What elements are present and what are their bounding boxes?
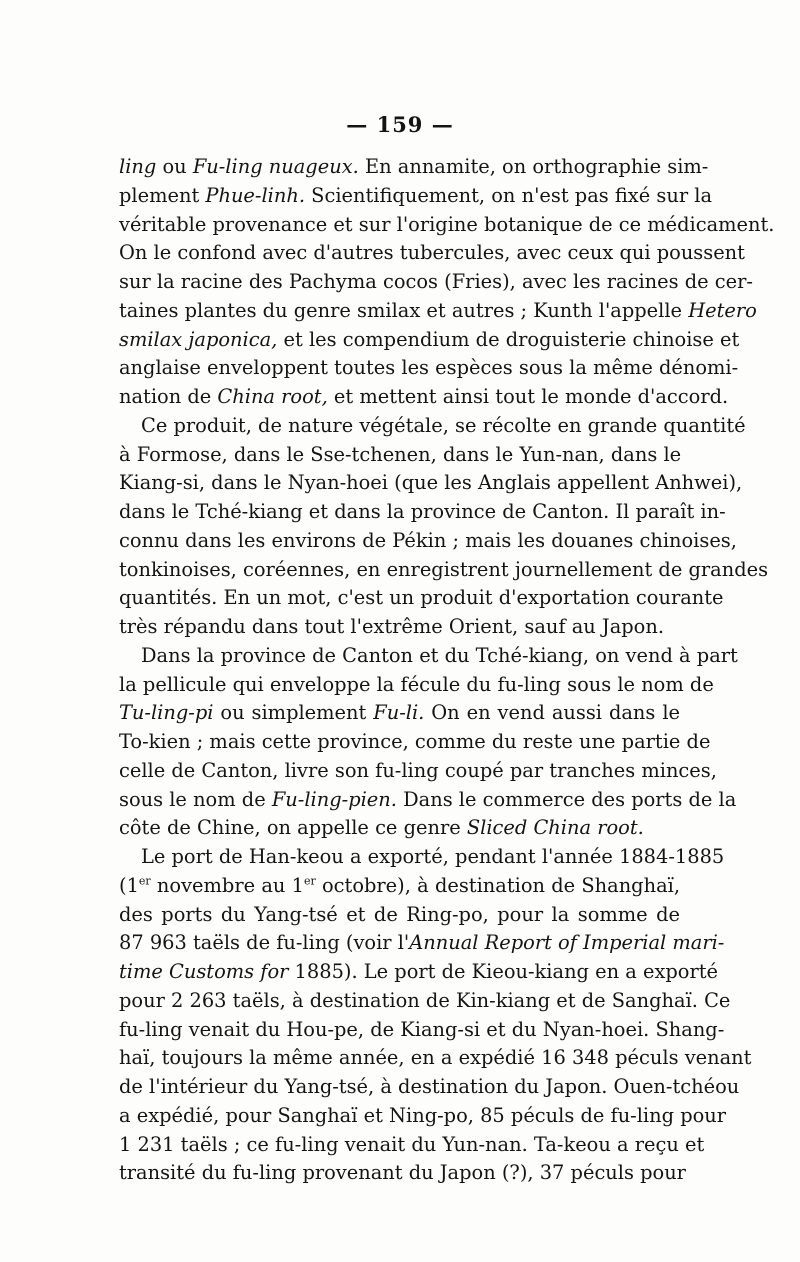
text-span: Dans la province de Canton et du Tché-kiang, on vend à part: [141, 643, 738, 667]
text-line: [119, 297, 757, 326]
text-span: de l'intérieur du Yang-tsé, à destination du Japon. Ouen-tchéou: [119, 1075, 740, 1098]
text-line: [119, 872, 680, 901]
italic-text: Hetero: [688, 298, 757, 322]
text-line: [119, 383, 729, 412]
text-span: très répandu dans tout l'extrême Orient, sauf au Japon.: [119, 615, 664, 638]
text-line: [119, 1016, 725, 1045]
text-line: [119, 671, 714, 700]
text-line: [119, 556, 769, 585]
text-span: nation de: [119, 385, 218, 408]
page-number: — 159 —: [346, 112, 454, 137]
text-span: (1: [119, 873, 139, 897]
text-line: [119, 1102, 727, 1131]
italic-text: smilax japonica,: [119, 327, 278, 351]
text-span: dans le Tché-kiang et dans la province de Canton. Il paraît in-: [119, 500, 726, 523]
text-line: [119, 1131, 705, 1160]
text-line: [119, 182, 713, 211]
text-line: [119, 613, 680, 642]
text-line: [119, 584, 724, 613]
text-span: 1885). Le port de Kieou-kiang en a exporté: [288, 960, 719, 983]
body-text: [119, 153, 775, 1188]
text-line: [119, 642, 738, 671]
text-span: octobre), à destination de Shanghaï,: [315, 873, 681, 897]
text-span: Kiang-si, dans le Nyan-hoei (que les Anglais appellent Anhwei),: [119, 471, 743, 495]
text-span: quantités. En un mot, c'est un produit d'exportation courante: [119, 586, 724, 610]
italic-text: Fu-ling-pien.: [271, 787, 397, 811]
superscript: er: [303, 874, 316, 888]
text-span: a expédié, pour Sanghaï et Ning-po, 85 péculs de fu-ling pour: [119, 1103, 727, 1127]
italic-text: Tu-ling-pi: [119, 701, 214, 725]
italic-text: time Customs for: [119, 960, 289, 983]
text-line: [119, 728, 711, 757]
text-line: [119, 901, 680, 930]
text-span: anglaise enveloppent toutes les espèces sous la même dénomi-: [119, 356, 739, 380]
italic-text: ling: [119, 155, 157, 178]
text-span: la pellicule qui enveloppe la fécule du fu-ling sous le nom de: [119, 672, 714, 696]
text-span: taines plantes du genre smilax et autres ; Kunth l'appelle: [119, 298, 689, 322]
text-span: transité du fu-ling provenant du Japon (?), 37 péculs pour: [119, 1161, 686, 1185]
text-line: [119, 441, 680, 470]
text-line: [119, 987, 731, 1016]
text-span: plement: [119, 183, 206, 207]
text-line: [119, 268, 753, 297]
text-line: [119, 326, 740, 355]
text-span: Le port de Han-keou a exporté, pendant l'année 1884-1885: [141, 845, 725, 868]
italic-text: Fu-ling nuageux.: [192, 155, 359, 178]
text-line: [119, 843, 725, 872]
text-span: pour 2 263 taëls, à destination de Kin-kiang et de Sanghaï. Ce: [119, 988, 731, 1012]
text-span: ou simplement: [213, 701, 374, 725]
text-line: [119, 354, 739, 383]
text-span: côte de Chine, on appelle ce genre: [119, 816, 467, 840]
text-span: sous le nom de: [119, 787, 272, 811]
text-span: 1 231 taëls ; ce fu-ling venait du Yun-nan. Ta-keou a reçu et: [119, 1132, 705, 1156]
text-line: [119, 786, 737, 815]
text-span: Dans le commerce des ports de la: [396, 787, 737, 811]
text-span: fu-ling venait du Hou-pe, de Kiang-si et du Nyan-hoei. Shang-: [119, 1017, 725, 1041]
text-span: connu dans les environs de Pékin ; mais les douanes chinoises,: [119, 528, 737, 552]
italic-text: China root,: [217, 385, 328, 408]
text-line: [119, 757, 717, 786]
text-span: Scientifiquement, on n'est pas fixé sur la: [305, 183, 713, 207]
text-span: et mettent ainsi tout le monde d'accord.: [327, 385, 729, 408]
text-span: celle de Canton, livre son fu-ling coupé par tranches minces,: [119, 758, 717, 782]
text-span: To-kien ; mais cette province, comme du reste une partie de: [119, 730, 711, 753]
text-span: On le confond avec d'autres tubercules, avec ceux qui poussent: [119, 241, 745, 265]
text-line: [119, 469, 743, 498]
text-line: [119, 1044, 752, 1073]
text-span: véritable provenance et sur l'origine botanique de ce médicament.: [119, 212, 775, 236]
text-line: [119, 1073, 740, 1102]
text-span: novembre au 1: [150, 873, 304, 897]
text-line: [119, 699, 680, 728]
text-span: 87 963 taëls de fu-ling (voir l': [119, 931, 410, 955]
text-span: En annamite, on orthographie sim-: [358, 155, 709, 178]
text-span: On en vend aussi dans le: [424, 701, 680, 725]
text-span: et les compendium de droguisterie chinoise et: [277, 327, 740, 351]
text-line: [119, 527, 737, 556]
italic-text: Phue-linh.: [205, 183, 306, 207]
text-span: à Formose, dans le Sse-tchenen, dans le Yun-nan, dans le: [119, 442, 682, 466]
text-line: [119, 153, 709, 182]
text-span: haï, toujours la même année, en a expédié 16 348 péculs venant: [119, 1046, 752, 1070]
text-line: [119, 814, 680, 843]
italic-text: Annual Report of Imperial mari-: [409, 931, 725, 955]
text-line: [119, 239, 745, 268]
text-span: sur la racine des Pachyma cocos (Fries), avec les racines de cer-: [119, 270, 753, 293]
italic-text: Fu-li.: [373, 701, 425, 725]
text-span: ou: [156, 155, 193, 178]
text-span: des ports du Yang-tsé et de Ring-po, pour la somme de: [119, 902, 680, 926]
italic-text: Sliced China root.: [466, 816, 644, 840]
text-line: [119, 929, 725, 958]
text-span: Ce produit, de nature végétale, se récolte en grande quantité: [141, 413, 746, 437]
superscript: er: [138, 874, 151, 888]
text-line: [119, 498, 726, 527]
text-line: [119, 958, 719, 987]
text-line: [119, 412, 746, 441]
text-span: tonkinoises, coréennes, en enregistrent journellement de grandes: [119, 557, 769, 581]
text-line: [119, 211, 775, 240]
text-line: [119, 1159, 686, 1188]
